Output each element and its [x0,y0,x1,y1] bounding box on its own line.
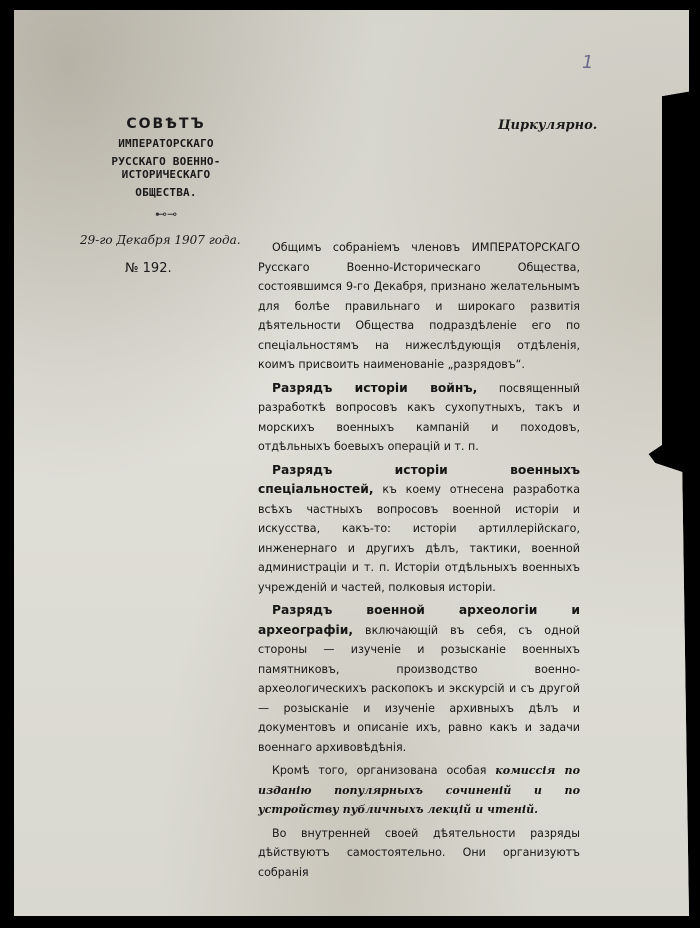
paragraph-closing [258,824,580,883]
letterhead-line-4: ОБЩЕСТВА. [135,186,197,199]
paragraph-text: включающій въ себя, съ одной стороны — изученіе и розысканіе военныхъ памятниковъ, производство военно-археологическихъ раскопокъ и экскурсій и съ другой — розысканіе и изученіе архивныхъ дѣлъ и документовъ и описаніе ихъ, равно какъ и задачи военнаго архивовѣдѣнія. [258,623,580,754]
document-number: № 192. [125,261,172,276]
letterhead [76,116,256,221]
paragraph-section-1 [258,379,580,457]
letterhead-line-3: РУССКАГО ВОЕННО-ИСТОРИЧЕСКАГО [111,155,221,181]
section-heading: Разрядъ военной археологіи и археографіи, [258,603,580,637]
section-heading: Разрядъ исторіи войнъ, [272,380,478,395]
commission-italic: комиссія по изданію популярныхъ сочиненій и по устройству публичныхъ лекцій и чтеній. [258,764,580,816]
section-heading: Разрядъ исторіи военныхъ спеціальностей, [258,462,580,496]
paragraph-text: Во внутренней своей дѣятельности разряды дѣйствуютъ самостоятельно. Они организуютъ собранія [258,826,580,879]
paragraph-section-3 [258,601,580,757]
paragraph-text: Кромѣ того, организована особая [272,764,496,777]
paragraph-text: Общимъ собраніемъ членовъ ИМПЕРАТОРСКАГО Русскаго Военно-Историческаго Общества, состоявшимся 9-го Декабря, признано желательнымъ для болѣе правильнаго и широкаго развитія дѣятельности Общества подраздѣленіе его по спеціальностямъ на нижеслѣдующія отдѣленія, коимъ присвоить наименованіе „разрядовъ“. [258,241,580,371]
paragraph-section-2 [258,461,580,598]
letterhead-line-1: СОВѢТЪ [126,116,206,132]
page-number: 1 [582,52,594,73]
body-text [258,238,580,886]
paragraph-intro [258,238,580,375]
letterhead-line-2: ИМПЕРАТОРСКАГО [118,137,214,150]
circular-label: Циркулярно. [498,118,598,133]
document-date: 29-го Декабря 1907 года. [80,233,241,247]
paragraph-text: посвященный разработкѣ вопросовъ какъ сухопутныхъ, такъ и морскихъ военныхъ кампаній и походовъ, отдѣльныхъ боевыхъ операцій и т. п. [258,381,580,453]
ornament-icon: ⊷⊸ [154,207,178,221]
paragraph-text: къ коему отнесена разработка всѣхъ частныхъ вопросовъ военной исторіи и искусства, какъ-то: исторіи артиллерійскаго, инженернаго и другихъ дѣлъ, тактики, военной администраціи и т. п. Исторіи отдѣльныхъ военныхъ учрежденій и частей, полковыя исторіи. [258,483,580,594]
paragraph-commission [258,761,580,820]
